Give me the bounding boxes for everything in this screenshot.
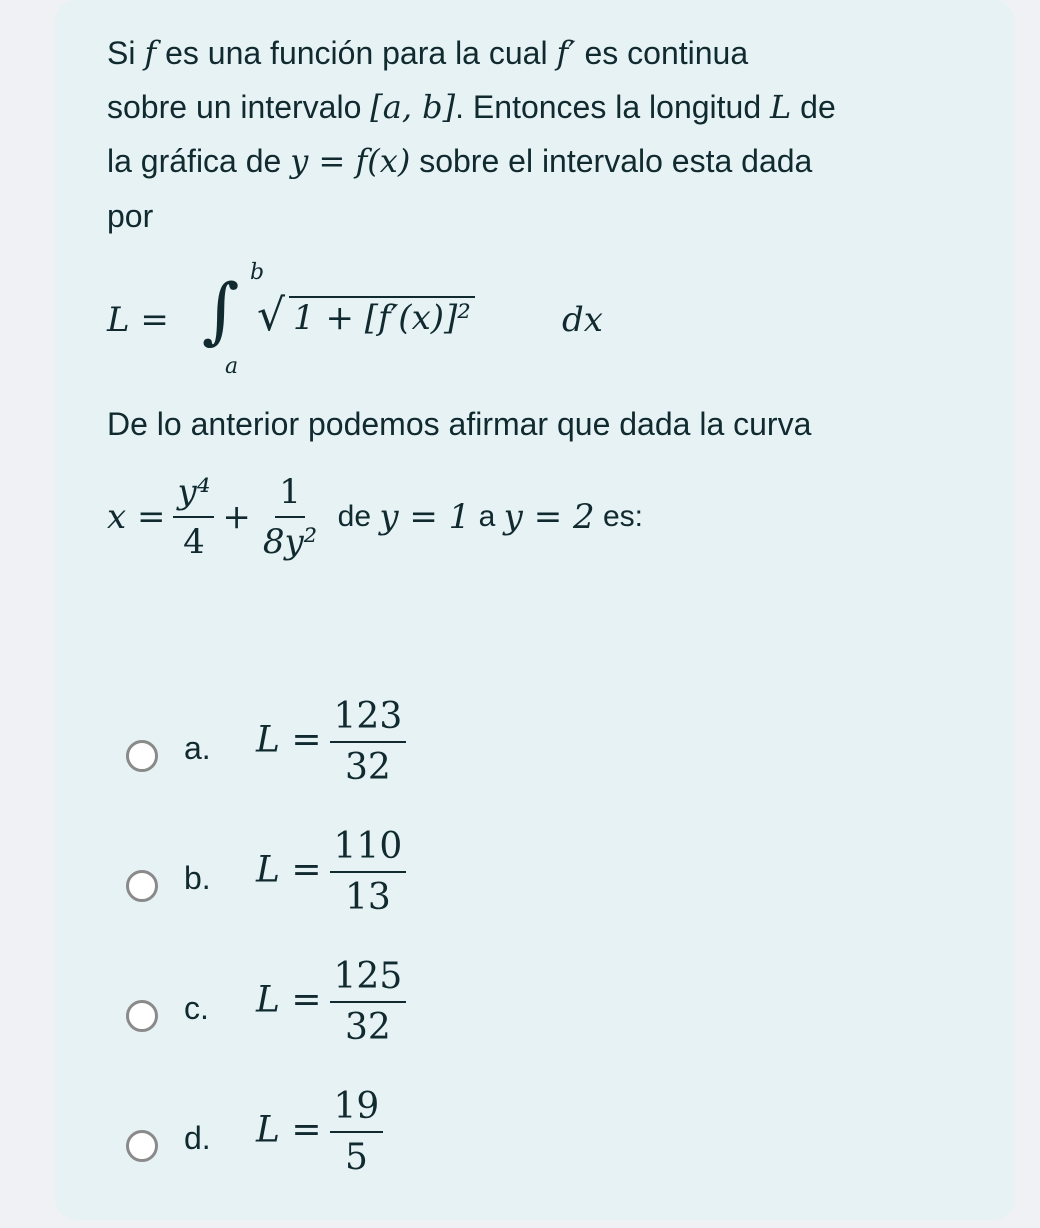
option-expression xyxy=(256,696,414,788)
numerator: 110 xyxy=(330,826,407,873)
option-label: a. xyxy=(184,730,211,766)
math: f′ xyxy=(556,34,576,72)
denominator: 32 xyxy=(344,747,391,788)
text: la gráfica de xyxy=(107,143,291,179)
text: a xyxy=(470,500,504,533)
option-c[interactable] xyxy=(126,956,526,1098)
radicand: 1 + [f′(x)]² xyxy=(289,296,475,338)
math: L = xyxy=(256,979,322,1021)
option-b[interactable] xyxy=(126,826,526,968)
numerator: y⁴ xyxy=(173,472,214,518)
denominator: 4 xyxy=(183,522,205,562)
sqrt-sign: √ xyxy=(257,290,286,341)
numerator: 19 xyxy=(330,1086,384,1133)
math: dx xyxy=(562,300,603,340)
text: es continua xyxy=(575,35,749,71)
option-a[interactable] xyxy=(126,696,526,838)
math: y = 2 xyxy=(503,497,595,537)
math: + xyxy=(222,497,251,537)
integral-sign: ∫ xyxy=(202,268,240,352)
text: Si xyxy=(107,35,145,71)
option-expression xyxy=(256,956,414,1048)
curve-equation xyxy=(107,462,643,572)
upper-limit: b xyxy=(250,260,265,285)
math: L = xyxy=(256,719,322,761)
denominator: 5 xyxy=(344,1137,368,1178)
math: L = xyxy=(256,1109,322,1151)
question-line-2 xyxy=(107,88,836,126)
question-line-5: De lo anterior podemos afirmar que dada la curva xyxy=(107,406,812,442)
math: [a, b] xyxy=(370,88,456,126)
fraction xyxy=(330,1086,384,1178)
math: y = 1 xyxy=(379,497,471,537)
radio-button[interactable] xyxy=(126,870,158,902)
option-label: b. xyxy=(184,860,211,896)
option-label: d. xyxy=(184,1120,211,1156)
math: L = xyxy=(256,849,322,891)
option-expression xyxy=(256,1086,391,1178)
question-line-3 xyxy=(107,142,812,180)
lower-limit: a xyxy=(225,354,239,379)
math: L = xyxy=(107,300,169,340)
text: sobre el intervalo esta dada xyxy=(410,143,813,179)
math: L xyxy=(770,88,792,126)
fraction xyxy=(173,472,214,562)
question-line-1 xyxy=(107,34,748,72)
math: f xyxy=(144,34,157,72)
radio-button[interactable] xyxy=(126,740,158,772)
text: de xyxy=(791,89,836,125)
radio-button[interactable] xyxy=(126,1000,158,1032)
fraction xyxy=(330,956,407,1048)
math: x = xyxy=(107,497,166,537)
denominator: 8y² xyxy=(262,522,318,562)
question-line-4: por xyxy=(107,198,154,234)
text: es una función para la cual xyxy=(156,35,557,71)
denominator: 13 xyxy=(344,877,391,918)
option-d[interactable] xyxy=(126,1086,526,1228)
numerator: 1 xyxy=(275,472,305,518)
math: y = f(x) xyxy=(290,142,411,180)
fraction xyxy=(330,696,407,788)
option-label: c. xyxy=(184,990,209,1026)
fraction xyxy=(330,826,407,918)
numerator: 123 xyxy=(330,696,407,743)
numerator: 125 xyxy=(330,956,407,1003)
denominator: 32 xyxy=(344,1007,391,1048)
text: de xyxy=(329,500,380,533)
text: . Entonces la longitud xyxy=(455,89,771,125)
text: sobre un intervalo xyxy=(107,89,371,125)
fraction xyxy=(259,472,321,562)
text: es: xyxy=(594,500,643,533)
radio-button[interactable] xyxy=(126,1130,158,1162)
option-expression xyxy=(256,826,414,918)
